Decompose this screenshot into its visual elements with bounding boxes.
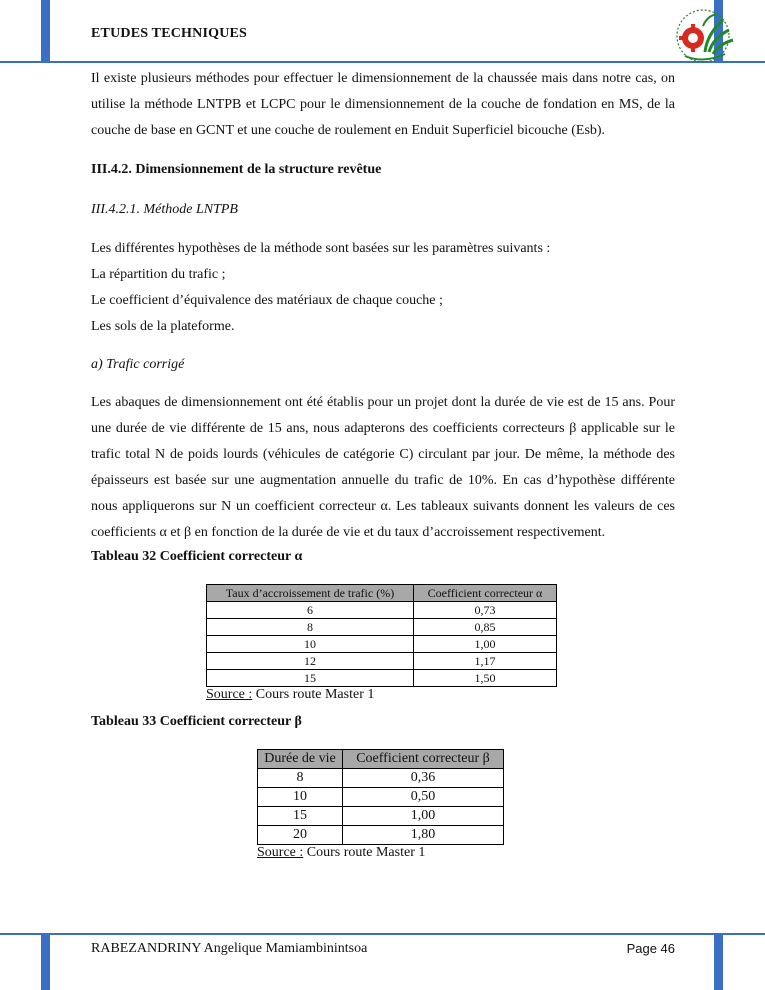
page-number: Page 46 xyxy=(626,941,675,956)
source-label: Source : xyxy=(257,845,304,860)
table-cell: 15 xyxy=(258,807,343,826)
table32-header-rate: Taux d’accroissement de trafic (%) xyxy=(207,585,414,602)
page-content xyxy=(91,66,675,861)
subsection-heading: III.4.2.1. Méthode LNTPB xyxy=(91,202,238,217)
table-cell: 8 xyxy=(258,769,343,788)
footer-right-bar xyxy=(714,933,723,990)
table-row xyxy=(207,653,557,670)
table-cell: 8 xyxy=(207,619,414,636)
table-cell: 0,50 xyxy=(343,788,504,807)
table-cell: 0,85 xyxy=(414,619,557,636)
hypotheses-intro: Les différentes hypothèses de la méthode sont basées sur les paramètres suivants : xyxy=(91,241,551,256)
table-cell: 15 xyxy=(207,670,414,687)
hypotheses-block xyxy=(91,236,675,340)
intro-paragraph: Il existe plusieurs méthodes pour effectuer le dimensionnement de la chaussée mais dans notre cas, on utilise la méthode LNTPB et LCPC pour le dimensionnement de la couche de fondation en MS, de la couche de base en GCNT et une couche de roulement en Enduit Superficiel bicouche (Esb). xyxy=(91,71,675,138)
table-cell: 0,73 xyxy=(414,602,557,619)
table-cell: 20 xyxy=(258,826,343,845)
institution-logo-icon xyxy=(667,8,739,64)
table-cell: 1,80 xyxy=(343,826,504,845)
table-row xyxy=(258,788,504,807)
table-cell: 6 xyxy=(207,602,414,619)
table32 xyxy=(206,584,557,687)
footer-author: RABEZANDRINY Angelique Mamiambinintsoa xyxy=(91,941,368,956)
hypothesis-item: Les sols de la plateforme. xyxy=(91,319,235,334)
section-heading: III.4.2. Dimensionnement de la structure revêtue xyxy=(91,162,382,177)
table-row xyxy=(258,807,504,826)
table32-header-alpha: Coefficient correcteur α xyxy=(414,585,557,602)
source-text: Cours route Master 1 xyxy=(303,845,426,860)
table-cell: 1,17 xyxy=(414,653,557,670)
footer-rule xyxy=(0,933,765,935)
table32-block xyxy=(206,584,675,703)
table-cell: 0,36 xyxy=(343,769,504,788)
footer-left-bar xyxy=(41,933,50,990)
table-row xyxy=(207,636,557,653)
table-cell: 10 xyxy=(207,636,414,653)
trafic-paragraph: Les abaques de dimensionnement ont été établis pour un projet dont la durée de vie est de 15 ans. Pour une durée de vie différente de 15 ans, nous adapterons des coefficients correcteurs β applicable sur le trafic total N de poids lourds (véhicules de catégorie C) circulant par jour. De même, la méthode des épaisseurs est basée sur une augmentation annuelle du trafic de 10%. En cas d’hypothèse différente nous appliquerons sur N un coefficient correcteur α. Les tableaux suivants donnent les valeurs de ces coefficients α et β en fonction de la durée de vie et du taux d’accroissement respectivement. xyxy=(91,395,675,540)
table-cell: 1,00 xyxy=(343,807,504,826)
item-heading: a) Trafic corrigé xyxy=(91,357,185,372)
header-title: ETUDES TECHNIQUES xyxy=(91,26,248,41)
table-cell: 10 xyxy=(258,788,343,807)
table33-header-duration: Durée de vie xyxy=(258,750,343,769)
table-row xyxy=(258,826,504,845)
header-left-bar xyxy=(41,0,50,62)
table-row xyxy=(258,769,504,788)
table33-caption: Tableau 33 Coefficient correcteur β xyxy=(91,714,302,729)
source-text: Cours route Master 1 xyxy=(252,687,375,702)
table33-source xyxy=(257,845,675,861)
table-row xyxy=(207,602,557,619)
hypothesis-item: Le coefficient d’équivalence des matériaux de chaque couche ; xyxy=(91,293,443,308)
table33 xyxy=(257,749,504,845)
table-cell: 1,00 xyxy=(414,636,557,653)
table32-source xyxy=(206,687,675,703)
table-cell: 12 xyxy=(207,653,414,670)
table33-block xyxy=(257,749,675,861)
table32-caption: Tableau 32 Coefficient correcteur α xyxy=(91,549,303,564)
table-row xyxy=(207,619,557,636)
header-rule xyxy=(0,61,765,63)
source-label: Source : xyxy=(206,687,253,702)
table-row xyxy=(207,670,557,687)
table33-header-beta: Coefficient correcteur β xyxy=(343,750,504,769)
hypothesis-item: La répartition du trafic ; xyxy=(91,267,226,282)
table-cell: 1,50 xyxy=(414,670,557,687)
